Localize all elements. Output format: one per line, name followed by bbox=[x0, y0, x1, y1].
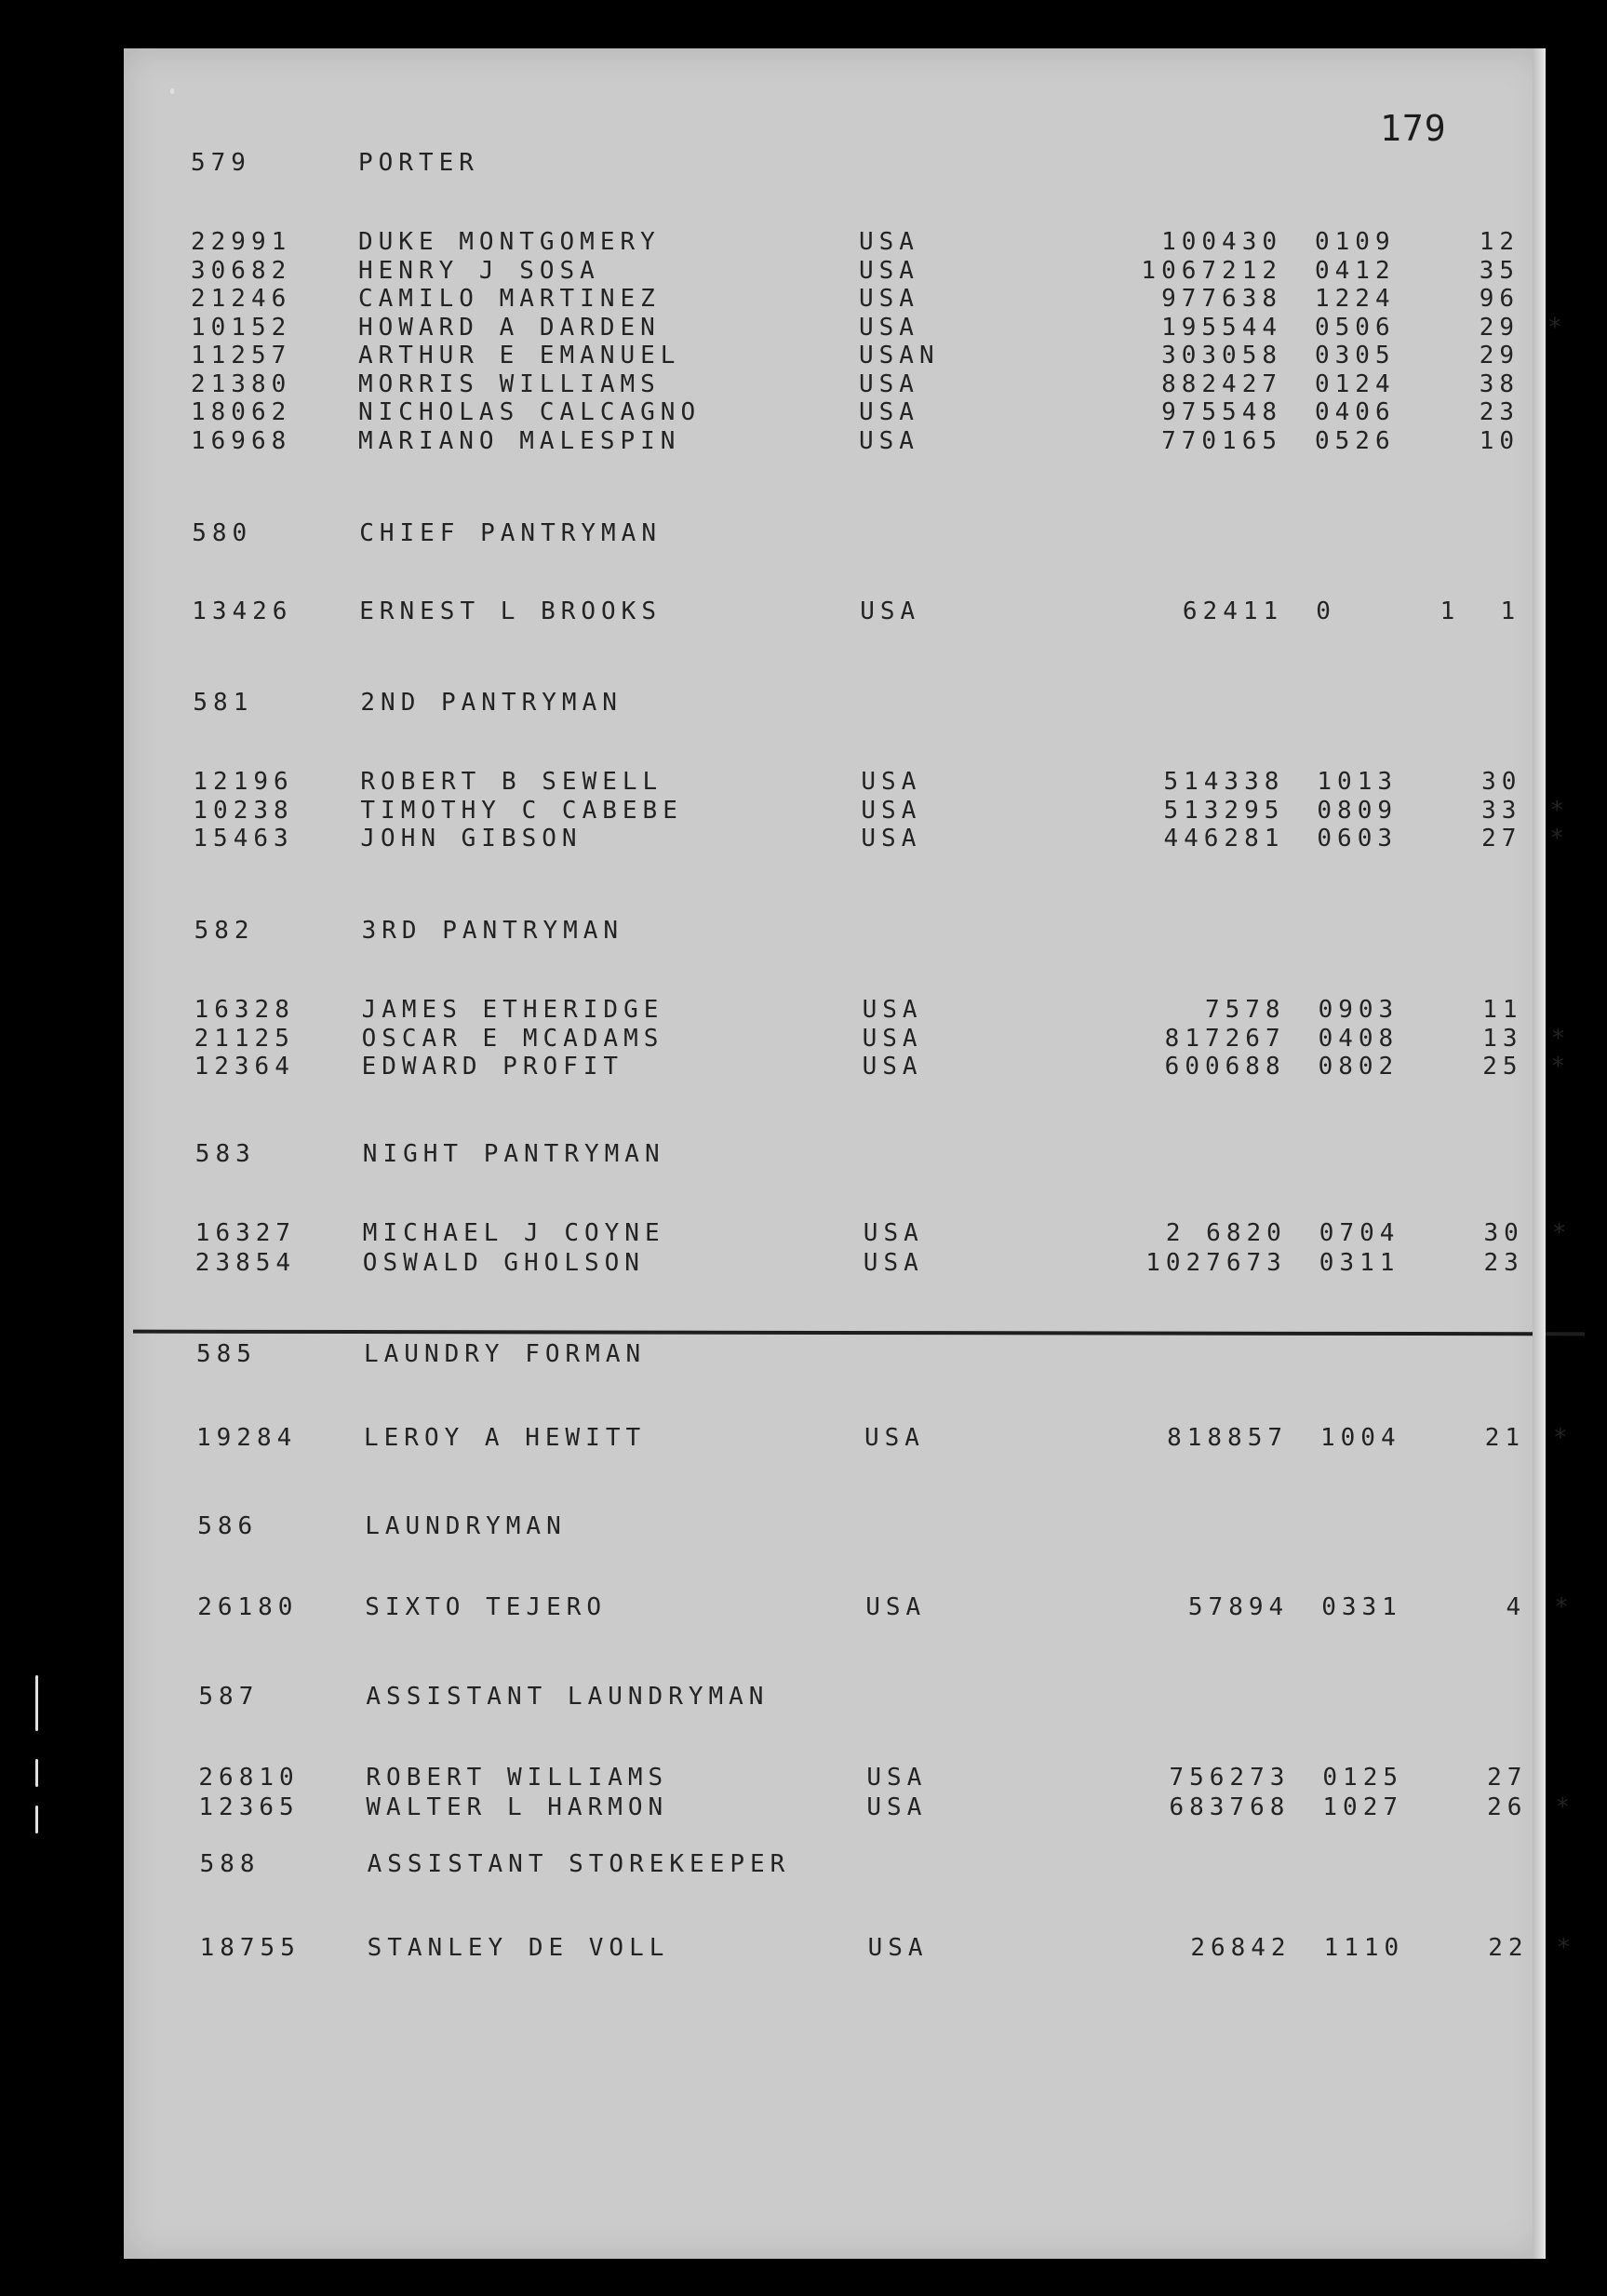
document-number: 882427 bbox=[1161, 369, 1282, 398]
document-number: 1027673 bbox=[1145, 1249, 1287, 1277]
employee-name: DUKE MONTGOMERY bbox=[358, 228, 661, 256]
employee-number: 12365 bbox=[198, 1792, 300, 1821]
date-code: 0406 bbox=[1315, 398, 1396, 426]
employee-number: 23854 bbox=[194, 1249, 297, 1277]
date-code: 0125 bbox=[1322, 1764, 1404, 1792]
nationality: USA bbox=[863, 1249, 924, 1277]
document-number: 57894 bbox=[1187, 1593, 1290, 1621]
nationality: USA bbox=[866, 1764, 928, 1792]
age-value: 11 bbox=[1482, 996, 1523, 1024]
employee-number: 21246 bbox=[191, 285, 292, 313]
employee-name: STANLEY DE VOLL bbox=[367, 1934, 670, 1962]
employee-name: CAMILO MARTINEZ bbox=[358, 285, 661, 313]
nationality: USA bbox=[859, 228, 919, 256]
employee-number: 18062 bbox=[191, 398, 292, 426]
employee-number: 16328 bbox=[194, 996, 295, 1024]
document-number: 817267 bbox=[1164, 1024, 1286, 1053]
asterisk-mark: * bbox=[1553, 1424, 1574, 1452]
section-title: LAUNDRYMAN bbox=[365, 1512, 567, 1540]
asterisk-mark: * bbox=[1556, 1934, 1577, 1962]
date-code: 0124 bbox=[1315, 369, 1396, 398]
date-code: 0809 bbox=[1317, 796, 1399, 825]
employee-number: 15463 bbox=[193, 825, 294, 853]
section-title: ASSISTANT LAUNDRYMAN bbox=[366, 1683, 770, 1711]
date-code: 0 bbox=[1316, 597, 1336, 625]
document-number: 683768 bbox=[1169, 1792, 1291, 1821]
age-value: 96 bbox=[1479, 285, 1520, 313]
strike-through-line bbox=[133, 1330, 1585, 1336]
date-code: 0903 bbox=[1318, 996, 1399, 1024]
employee-name: MICHAEL J COYNE bbox=[362, 1219, 665, 1247]
nationality: USA bbox=[861, 796, 922, 825]
employee-name: ROBERT WILLIAMS bbox=[366, 1764, 669, 1792]
age-value: 27 bbox=[1481, 825, 1522, 853]
section-code: 588 bbox=[199, 1850, 261, 1878]
age-value: 23 bbox=[1479, 398, 1520, 426]
employee-number: 12196 bbox=[193, 768, 294, 796]
section-title: ASSISTANT STOREKEEPER bbox=[367, 1850, 791, 1878]
document-number: 62411 bbox=[1182, 597, 1284, 625]
employee-name: HENRY J SOSA bbox=[358, 256, 600, 285]
section-title: 3RD PANTRYMAN bbox=[361, 917, 624, 945]
paper-speck bbox=[170, 88, 174, 94]
section-title: 2ND PANTRYMAN bbox=[360, 689, 623, 717]
nationality: USA bbox=[859, 256, 919, 285]
age-value: 33 bbox=[1481, 796, 1522, 825]
nationality: USA bbox=[859, 369, 919, 398]
employee-name: ARTHUR E EMANUEL bbox=[358, 342, 681, 369]
date-code: 1110 bbox=[1323, 1934, 1405, 1962]
employee-number: 19284 bbox=[196, 1424, 298, 1452]
asterisk-mark: * bbox=[1551, 1219, 1573, 1247]
age-value: 21 bbox=[1484, 1424, 1525, 1452]
age-value: 22 bbox=[1488, 1934, 1529, 1962]
date-code: 0412 bbox=[1315, 256, 1396, 285]
document-number: 514338 bbox=[1163, 768, 1285, 796]
section-code: 585 bbox=[196, 1340, 257, 1368]
employee-name: HOWARD A DARDEN bbox=[358, 313, 661, 342]
date-code: 1224 bbox=[1315, 285, 1396, 313]
asterisk-mark: * bbox=[1547, 313, 1568, 342]
age-value: 4 bbox=[1506, 1593, 1527, 1621]
film-edge-mark bbox=[35, 1806, 38, 1833]
date-code: 0603 bbox=[1317, 825, 1399, 853]
nationality: USAN bbox=[859, 342, 940, 369]
age-value: 29 bbox=[1479, 313, 1520, 342]
section-code: 580 bbox=[192, 519, 253, 547]
employee-number: 26180 bbox=[197, 1593, 299, 1621]
document-number: 975548 bbox=[1161, 398, 1282, 426]
document-number: 1067212 bbox=[1141, 256, 1282, 285]
employee-number: 21380 bbox=[191, 369, 292, 398]
nationality: USA bbox=[862, 996, 923, 1024]
employee-number: 10152 bbox=[191, 313, 292, 342]
nationality: USA bbox=[865, 1593, 927, 1621]
document-number: 818857 bbox=[1167, 1424, 1288, 1452]
document-number: 2 6820 bbox=[1165, 1219, 1287, 1247]
document-number: 756273 bbox=[1169, 1764, 1291, 1792]
employee-name: TIMOTHY C CABEBE bbox=[360, 796, 683, 825]
employee-number: 13426 bbox=[192, 597, 293, 625]
age-value: 29 bbox=[1479, 342, 1520, 369]
asterisk-mark: * bbox=[1555, 1792, 1576, 1821]
date-code: 0526 bbox=[1315, 426, 1396, 455]
date-code: 0305 bbox=[1315, 342, 1396, 369]
age-value: 38 bbox=[1479, 369, 1520, 398]
section-title: LAUNDRY FORMAN bbox=[364, 1340, 647, 1368]
employee-name: JAMES ETHERIDGE bbox=[361, 996, 664, 1024]
section-title: PORTER bbox=[358, 149, 479, 177]
document-number: 977638 bbox=[1161, 285, 1282, 313]
nationality: USA bbox=[859, 313, 919, 342]
asterisk-mark: * bbox=[1550, 1024, 1572, 1053]
date-code: 1013 bbox=[1317, 768, 1399, 796]
employee-name: SIXTO TEJERO bbox=[365, 1593, 608, 1621]
employee-name: OSCAR E MCADAMS bbox=[361, 1024, 664, 1053]
film-edge-mark bbox=[35, 1675, 38, 1731]
employee-number: 22991 bbox=[191, 228, 292, 256]
section-code: 581 bbox=[193, 689, 254, 717]
film-edge-mark bbox=[35, 1759, 38, 1787]
age-value: 12 bbox=[1479, 228, 1520, 256]
employee-name: MARIANO MALESPIN bbox=[358, 426, 681, 455]
date-code: 0109 bbox=[1315, 228, 1396, 256]
document-number: 195544 bbox=[1161, 313, 1282, 342]
employee-number: 11257 bbox=[191, 342, 292, 369]
nationality: USA bbox=[863, 1219, 924, 1247]
nationality: USA bbox=[861, 825, 922, 853]
asterisk-mark: * bbox=[1554, 1593, 1574, 1621]
age-value: 35 bbox=[1479, 256, 1520, 285]
nationality: USA bbox=[859, 285, 919, 313]
document-number: 26842 bbox=[1190, 1934, 1292, 1962]
section-code: 586 bbox=[197, 1512, 259, 1540]
employee-name: WALTER L HARMON bbox=[366, 1792, 669, 1821]
nationality: USA bbox=[861, 768, 922, 796]
employee-name: ERNEST L BROOKS bbox=[359, 597, 662, 625]
section-code: 587 bbox=[198, 1683, 260, 1711]
age-value: 13 bbox=[1482, 1024, 1523, 1053]
employee-number: 21125 bbox=[194, 1024, 295, 1053]
asterisk-mark: * bbox=[1549, 825, 1571, 853]
section-code: 582 bbox=[194, 917, 255, 945]
age-value: 30 bbox=[1481, 768, 1522, 796]
employee-name: ROBERT B SEWELL bbox=[360, 768, 663, 796]
date-code: 1004 bbox=[1320, 1424, 1401, 1452]
age-value: 25 bbox=[1482, 1053, 1523, 1081]
employee-name: NICHOLAS CALCAGNO bbox=[358, 398, 702, 426]
asterisk-mark: * bbox=[1549, 796, 1571, 825]
document-number: 7578 bbox=[1204, 996, 1286, 1024]
employee-name: EDWARD PROFIT bbox=[361, 1053, 624, 1081]
employee-number: 10238 bbox=[193, 796, 294, 825]
employee-name: OSWALD GHOLSON bbox=[362, 1249, 645, 1277]
date-code: 0802 bbox=[1318, 1053, 1399, 1081]
document-number: 513295 bbox=[1163, 796, 1285, 825]
page-number: 179 bbox=[1380, 108, 1447, 149]
date-code: 0408 bbox=[1318, 1024, 1399, 1053]
asterisk-mark: * bbox=[1550, 1053, 1572, 1081]
employee-number: 16327 bbox=[194, 1219, 297, 1247]
document-number: 600688 bbox=[1164, 1053, 1286, 1081]
nationality: USA bbox=[866, 1792, 928, 1821]
date-code: 1027 bbox=[1322, 1792, 1404, 1821]
age-value: 1 1 bbox=[1440, 597, 1521, 625]
nationality: USA bbox=[864, 1424, 925, 1452]
age-value: 26 bbox=[1487, 1792, 1528, 1821]
document-number: 100430 bbox=[1161, 228, 1282, 256]
document-number: 446281 bbox=[1163, 825, 1285, 853]
nationality: USA bbox=[859, 426, 919, 455]
employee-name: MORRIS WILLIAMS bbox=[358, 369, 661, 398]
section-code: 579 bbox=[191, 149, 251, 177]
document-page bbox=[124, 48, 1577, 2259]
nationality: USA bbox=[862, 1024, 923, 1053]
employee-number: 30682 bbox=[191, 256, 292, 285]
document-number: 770165 bbox=[1161, 426, 1282, 455]
date-code: 0331 bbox=[1321, 1593, 1402, 1621]
section-title: NIGHT PANTRYMAN bbox=[362, 1140, 665, 1168]
age-value: 27 bbox=[1487, 1764, 1528, 1792]
employee-name: LEROY A HEWITT bbox=[364, 1424, 647, 1452]
nationality: USA bbox=[862, 1053, 923, 1081]
document-number: 303058 bbox=[1161, 342, 1282, 369]
age-value: 10 bbox=[1479, 426, 1520, 455]
section-code: 583 bbox=[194, 1140, 256, 1168]
age-value: 30 bbox=[1483, 1219, 1524, 1247]
date-code: 0311 bbox=[1319, 1249, 1400, 1277]
date-code: 0704 bbox=[1319, 1219, 1400, 1247]
nationality: USA bbox=[867, 1934, 929, 1962]
employee-number: 12364 bbox=[194, 1053, 295, 1081]
employee-number: 26810 bbox=[198, 1764, 300, 1792]
date-code: 0506 bbox=[1315, 313, 1396, 342]
employee-number: 16968 bbox=[191, 426, 292, 455]
employee-name: JOHN GIBSON bbox=[360, 825, 583, 853]
nationality: USA bbox=[860, 597, 921, 625]
nationality: USA bbox=[859, 398, 919, 426]
age-value: 23 bbox=[1483, 1249, 1524, 1277]
section-title: CHIEF PANTRYMAN bbox=[359, 519, 662, 547]
employee-number: 18755 bbox=[199, 1934, 301, 1962]
